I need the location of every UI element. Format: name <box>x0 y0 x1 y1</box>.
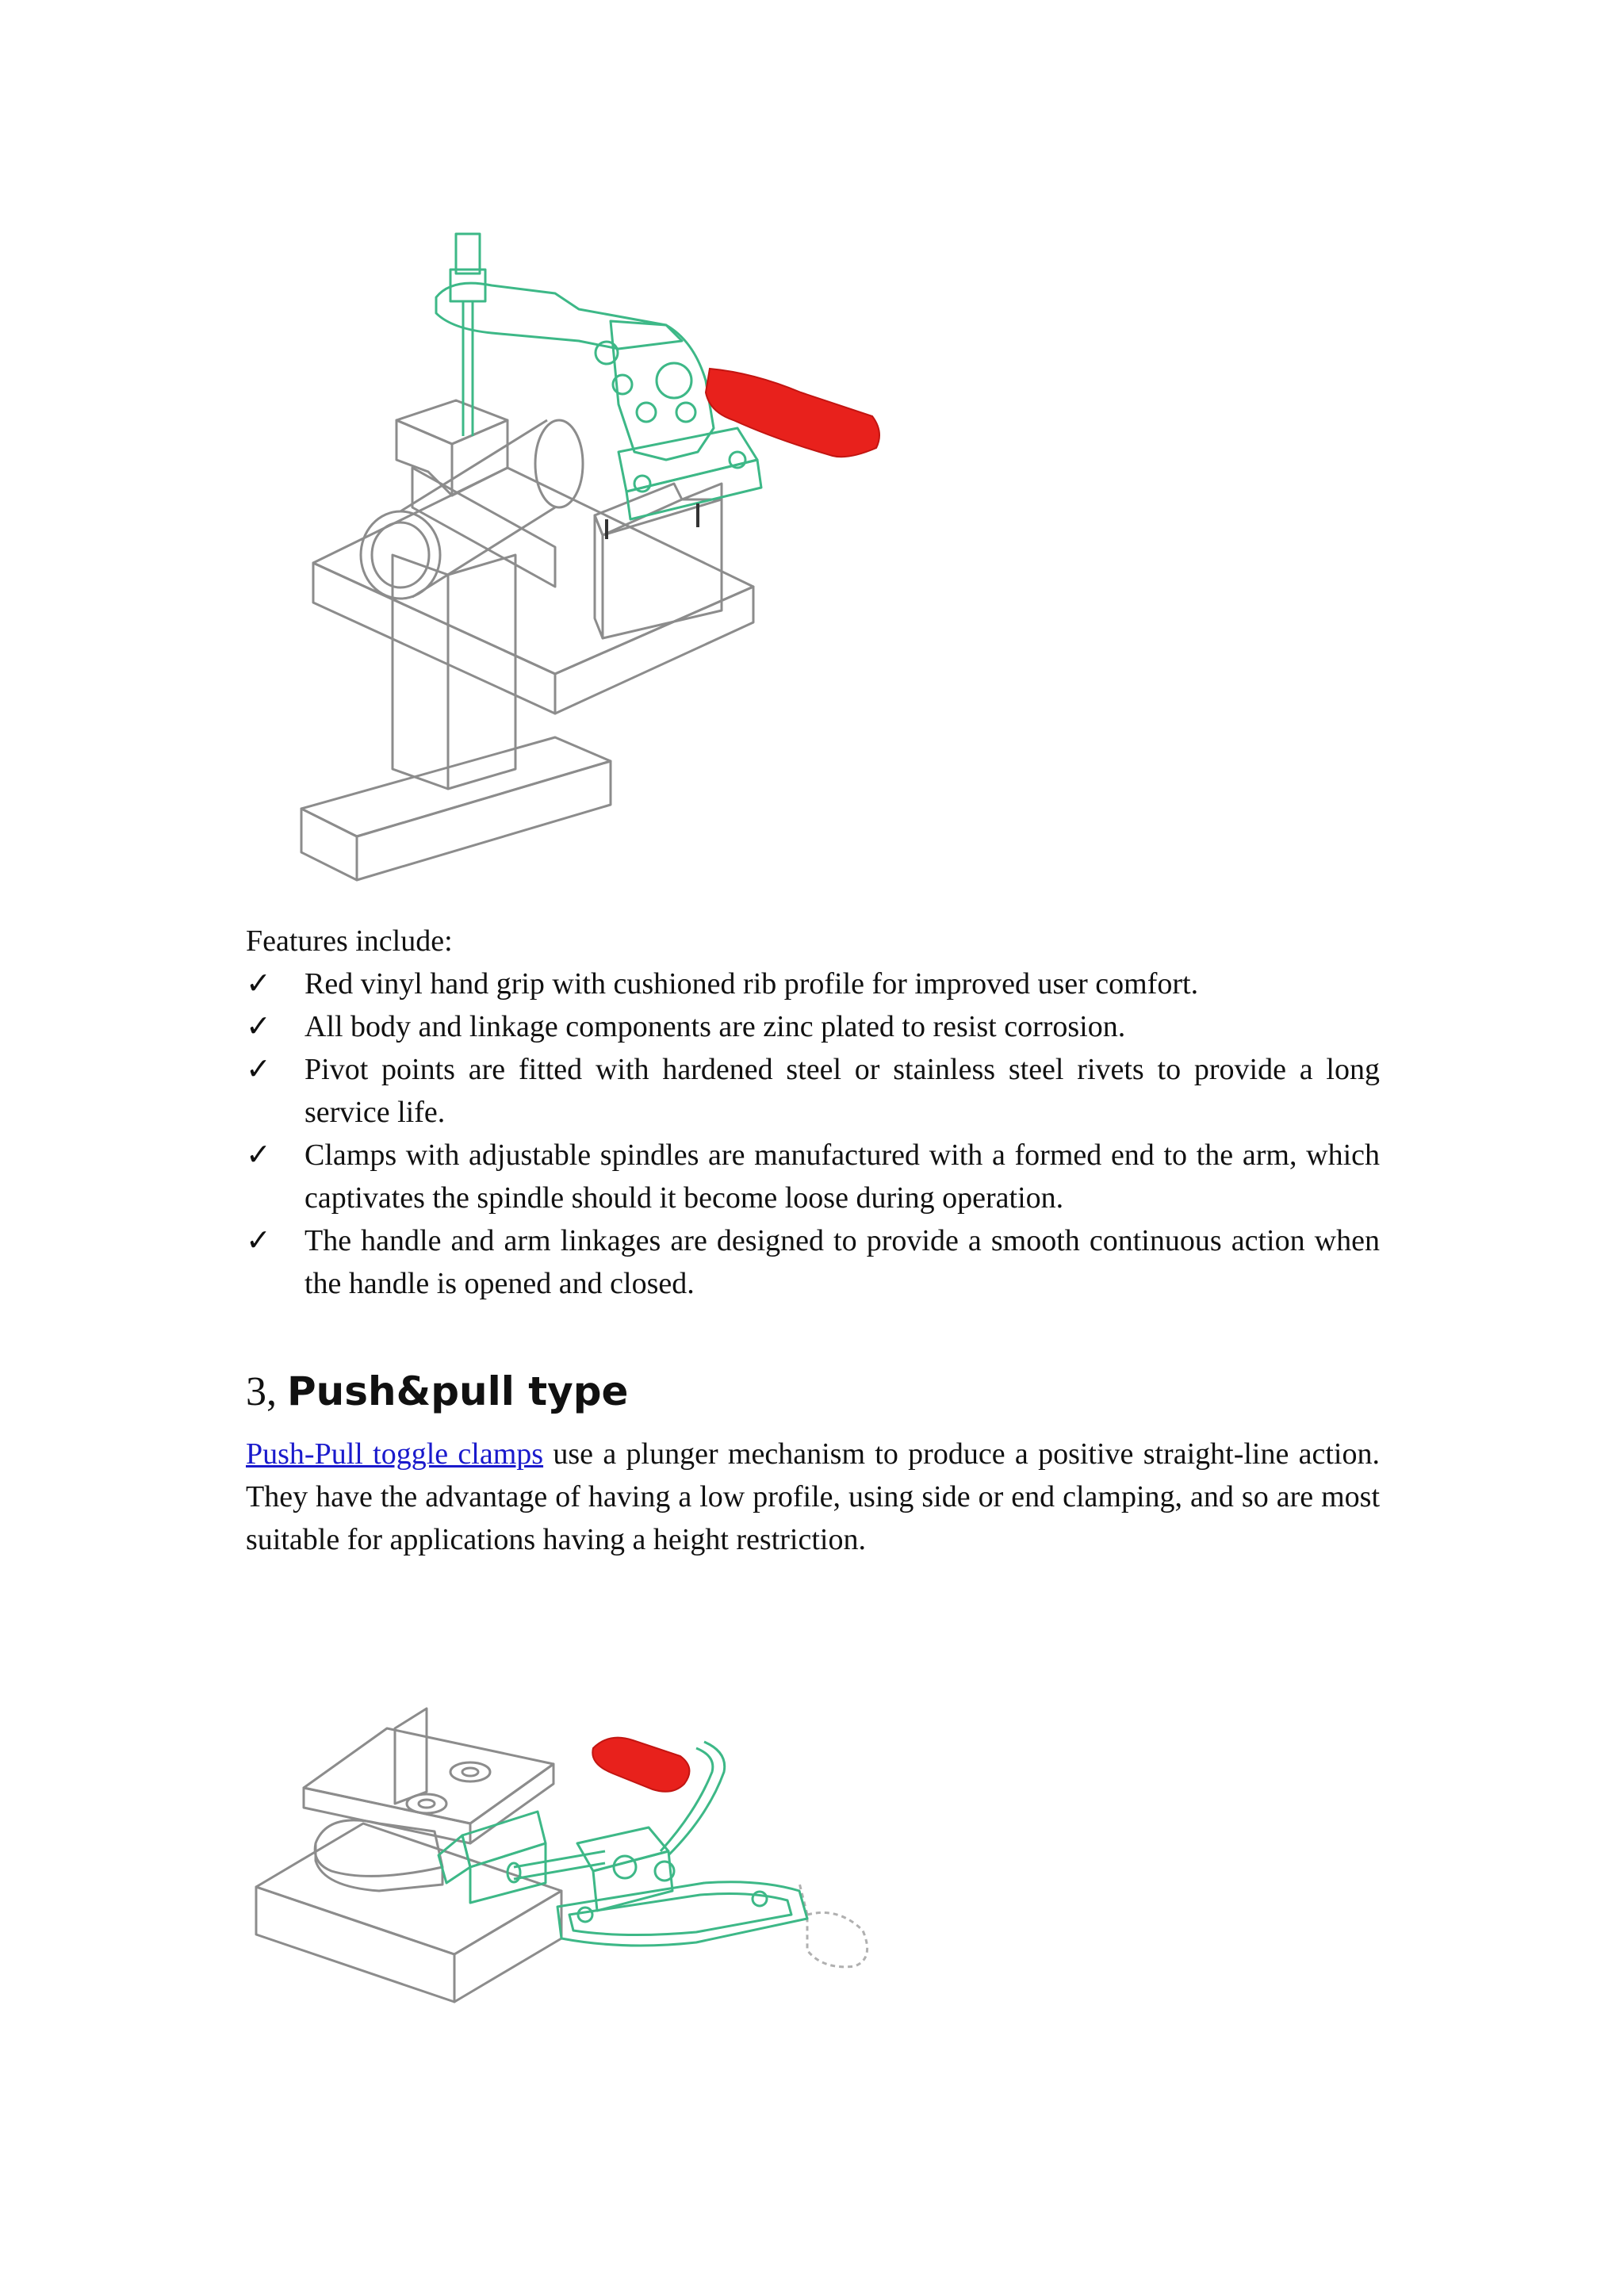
push-pull-clamp-figure <box>252 1653 942 2026</box>
section-paragraph <box>246 1433 1380 1561</box>
list-item: ✓ The handle and arm linkages are designed to provide a smooth continuous action when the handle is opened and closed. <box>246 1219 1380 1305</box>
push-pull-clamps-link[interactable]: Push-Pull toggle clamps <box>246 1437 544 1471</box>
check-icon: ✓ <box>246 1053 271 1086</box>
section-number: 3, <box>246 1369 277 1414</box>
check-icon: ✓ <box>246 967 271 1001</box>
red-handle-grip <box>592 1738 689 1792</box>
list-item: ✓ Clamps with adjustable spindles are manufactured with a formed end to the arm, which captivates the spindle should it become loose during operation. <box>246 1134 1380 1219</box>
section-body-text: use a plunger mechanism to produce a positive straight-line action. They have the advantage of having a low profile, using side or end clamping, and so are most suitable for applications having a height restriction. <box>246 1437 1380 1556</box>
red-handle-grip <box>706 369 879 457</box>
check-icon: ✓ <box>246 1224 271 1257</box>
check-icon: ✓ <box>246 1138 271 1172</box>
list-item: ✓ Red vinyl hand grip with cushioned rib profile for improved user comfort. <box>246 962 1380 1005</box>
list-item: ✓ Pivot points are fitted with hardened steel or stainless steel rivets to provide a long service life. <box>246 1048 1380 1134</box>
section-title: Push&pull type <box>287 1368 629 1414</box>
section-heading <box>246 1360 628 1424</box>
list-item: ✓ All body and linkage components are zinc plated to resist corrosion. <box>246 1005 1380 1048</box>
toggle-clamp-figure <box>293 222 912 904</box>
features-title: Features include: <box>246 924 453 958</box>
check-icon: ✓ <box>246 1010 271 1043</box>
features-list <box>246 962 1380 1305</box>
